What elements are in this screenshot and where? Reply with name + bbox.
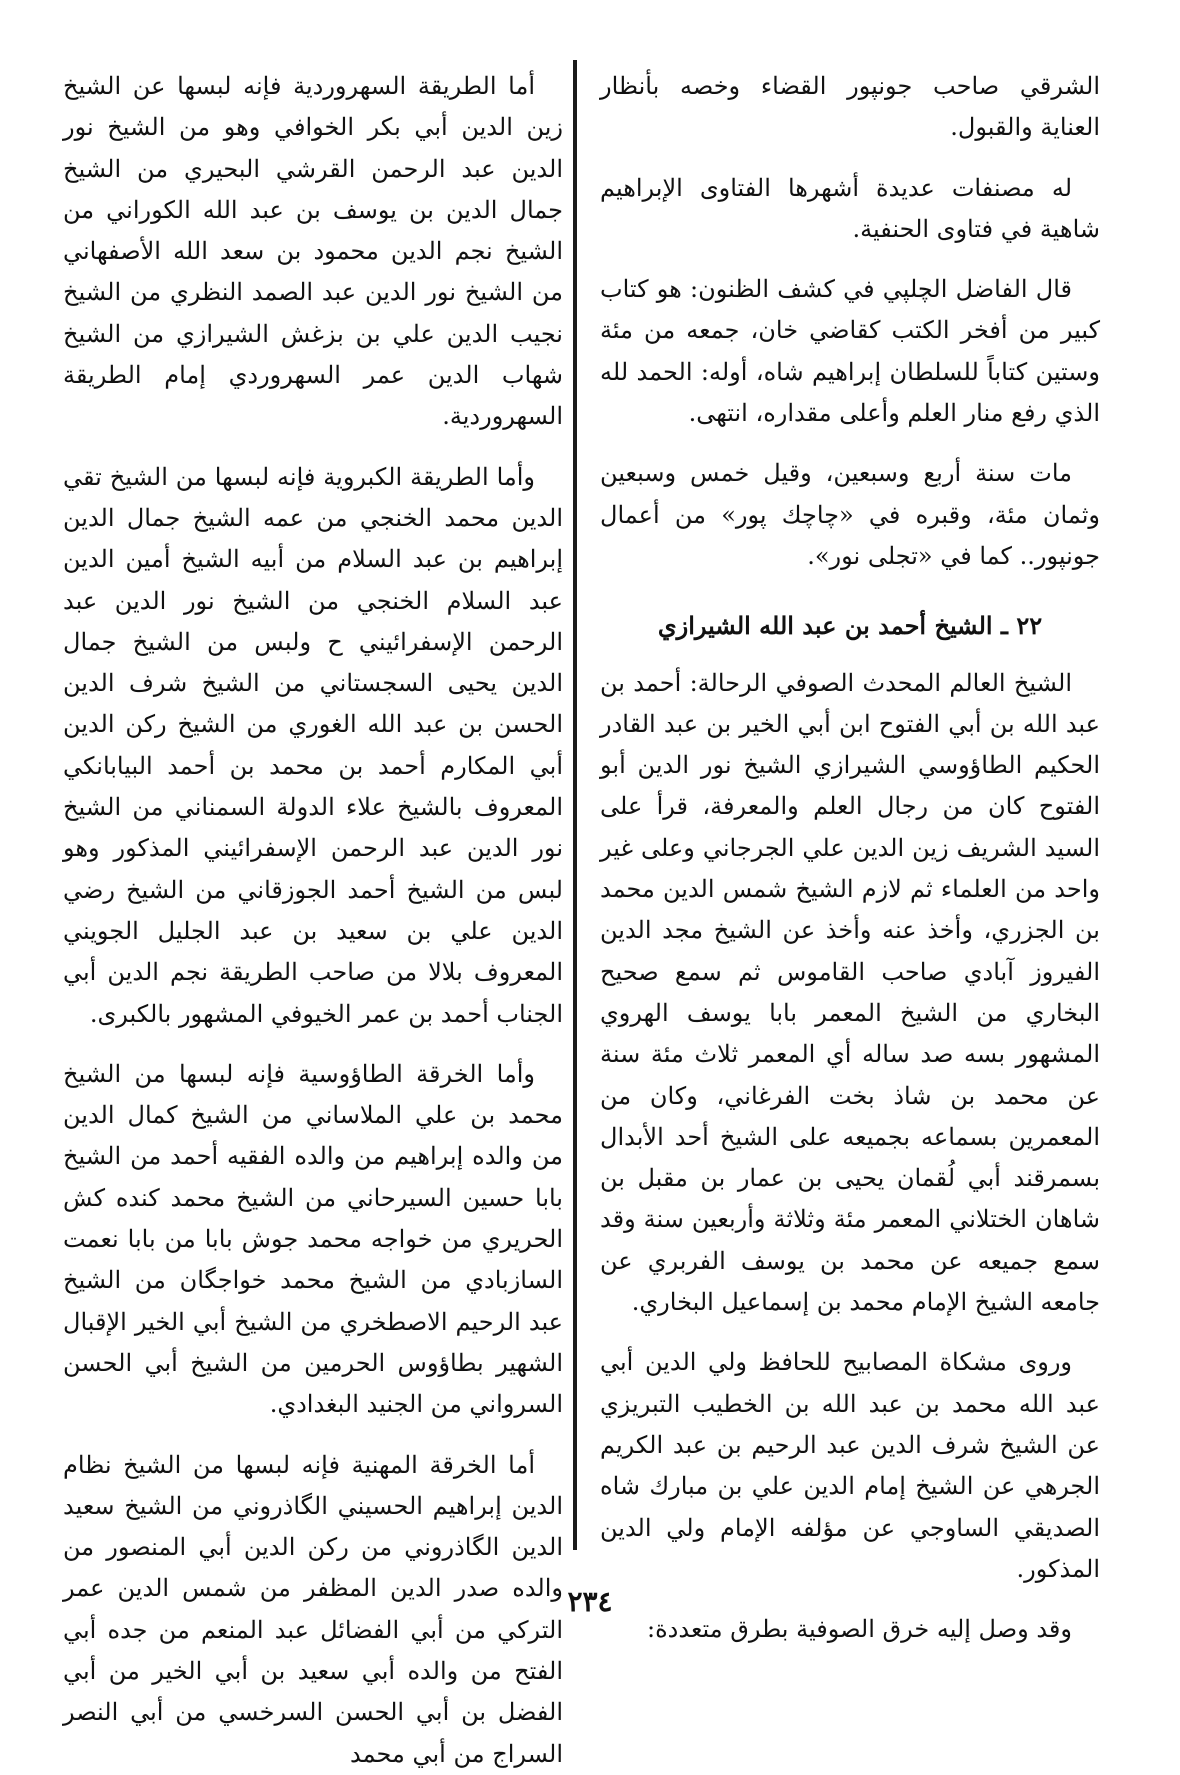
right-paragraph-3: قال الفاضل الچلپي في كشف الظنون: هو كتاب كبير من أفخر الكتب كقاضي خان، جمعه من مئة وستين كتاباً للسلطان إبراهيم شاه، أوله: الحمد لله الذي رفع منار العلم وأعلى مقداره، انتهى. [600,275,1100,428]
left-column [63,66,563,1768]
left-paragraph-3: وأما الخرقة الطاؤوسية فإنه لبسها من الشيخ محمد بن علي الملاساني من الشيخ كمال الدين من والده إبراهيم من والده الفقيه أحمد من الشيخ بابا حسين السيرحاني من الشيخ محمد كنده كش الحريري من خواجه محمد جوش بابا من بابا نعمت السازبادي من الشيخ محمد خواجگان من الشيخ عبد الرحيم الاصطخري من الشيخ أبي الخير الإقبال الشهير بطاؤوس الحرمين من الشيخ أبي الحسن السرواني من الجنيد البغدادي. [63,1059,563,1419]
left-paragraph-4: أما الخرقة المهنية فإنه لبسها من الشيخ نظام الدين إبراهيم الحسيني الگاذروني من الشيخ سعيد الدين الگاذروني من ركن الدين أبي المنصور من والده صدر الدين المظفر من شمس الدين عمر التركي من أبي الفضائل عبد المنعم من جده أبي الفتح من والده أبي سعيد بن أبي الخير من أبي الفضل بن أبي الحسن السرخسي من أبي النصر السراج من أبي محمد [63,1450,563,1768]
left-paragraph-1: أما الطريقة السهروردية فإنه لبسها عن الشيخ زين الدين أبي بكر الخوافي وهو من الشيخ نور الدين عبد الرحمن القرشي البحيري من الشيخ جمال الدين بن يوسف بن عبد الله الكوراني من الشيخ نجم الدين محمود بن سعد الله الأصفهاني من الشيخ نور الدين عبد الصمد النظري من الشيخ نجيب الدين علي بن بزغش الشيرازي من الشيخ شهاب الدين عمر السهروردي إمام الطريقة السهروردية. [63,72,563,431]
column-divider [573,60,577,1550]
right-paragraph-6: وروى مشكاة المصابيح للحافظ ولي الدين أبي عبد الله محمد بن عبد الله بن الخطيب التبريزي عن الشيخ شرف الدين عبد الرحيم بن عبد الكريم الجرهي عن الشيخ إمام الدين علي بن مبارك شاه الصديقي الساوجي عن مؤلفه الإمام ولي الدين المذكور. [600,1348,1100,1583]
right-paragraph-1: الشرقي صاحب جونپور القضاء وخصه بأنظار العناية والقبول. [600,72,1100,142]
section-heading: ٢٢ ـ الشيخ أحمد بن عبد الله الشيرازي [657,611,1043,641]
right-paragraph-2: له مصنفات عديدة أشهرها الفتاوى الإبراهيم شاهية في فتاوى الحنفية. [600,173,1100,243]
right-paragraph-4: مات سنة أربع وسبعين، وقيل خمس وسبعين وثمان مئة، وقبره في «چاچك پور» من أعمال جونپور.. كما في «تجلى نور». [600,459,1100,570]
right-column [600,66,1100,1644]
right-paragraph-5: الشيخ العالم المحدث الصوفي الرحالة: أحمد بن عبد الله بن أبي الفتوح ابن أبي الخير بن عبد القادر الحكيم الطاؤوسي الشيرازي الشيخ نور الدين أبو الفتوح كان من رجال العلم والمعرفة، قرأ على السيد الشريف زين الدين علي الجرجاني وعلى غير واحد من العلماء ثم لازم الشيخ شمس الدين محمد بن الجزري، وأخذ عنه وأخذ عن الشيخ مجد الدين الفيروز آبادي صاحب القاموس ثم سمع صحيح البخاري من الشيخ المعمر بابا يوسف الهروي المشهور بسه صد ساله أي المعمر ثلاث مئة سنة عن محمد بن شاذ بخت الفرغاني، وكان من المعمرين بسماعه بجميعه على الشيخ أحد الأبدال بسمرقند أبي لُقمان يحيى بن عمار بن مقبل بن شاهان الختلاني المعمر مئة وثلاثة وأربعين سنة وقد سمع جميعه عن محمد بن يوسف الفربري عن جامعه الشيخ الإمام محمد بن إسماعيل البخاري. [600,668,1100,1317]
page-number: ٢٣٤ [567,1585,613,1618]
left-paragraph-2: وأما الطريقة الكبروية فإنه لبسها من الشيخ تقي الدين محمد الخنجي من عمه الشيخ جمال الدين إبراهيم بن عبد السلام من أبيه الشيخ أمين الدين عبد السلام الخنجي من الشيخ نور الدين عبد الرحمن الإسفرائيني ح ولبس من الشيخ جمال الدين يحيى السجستاني من الشيخ شرف الدين الحسن بن عبد الله الغوري من الشيخ ركن الدين أبي المكارم أحمد بن محمد بن أحمد البيابانكي المعروف بالشيخ علاء الدولة السمناني من الشيخ نور الدين عبد الرحمن الإسفرائيني المذكور وهو لبس من الشيخ أحمد الجوزقاني من الشيخ رضي الدين علي بن سعيد بن عبد الجليل الجويني المعروف بلالا من صاحب الطريقة نجم الدين أبي الجناب أحمد بن عمر الخيوفي المشهور بالكبرى. [63,462,563,1028]
right-paragraph-7: وقد وصل إليه خرق الصوفية بطرق متعددة: [647,1615,1072,1644]
